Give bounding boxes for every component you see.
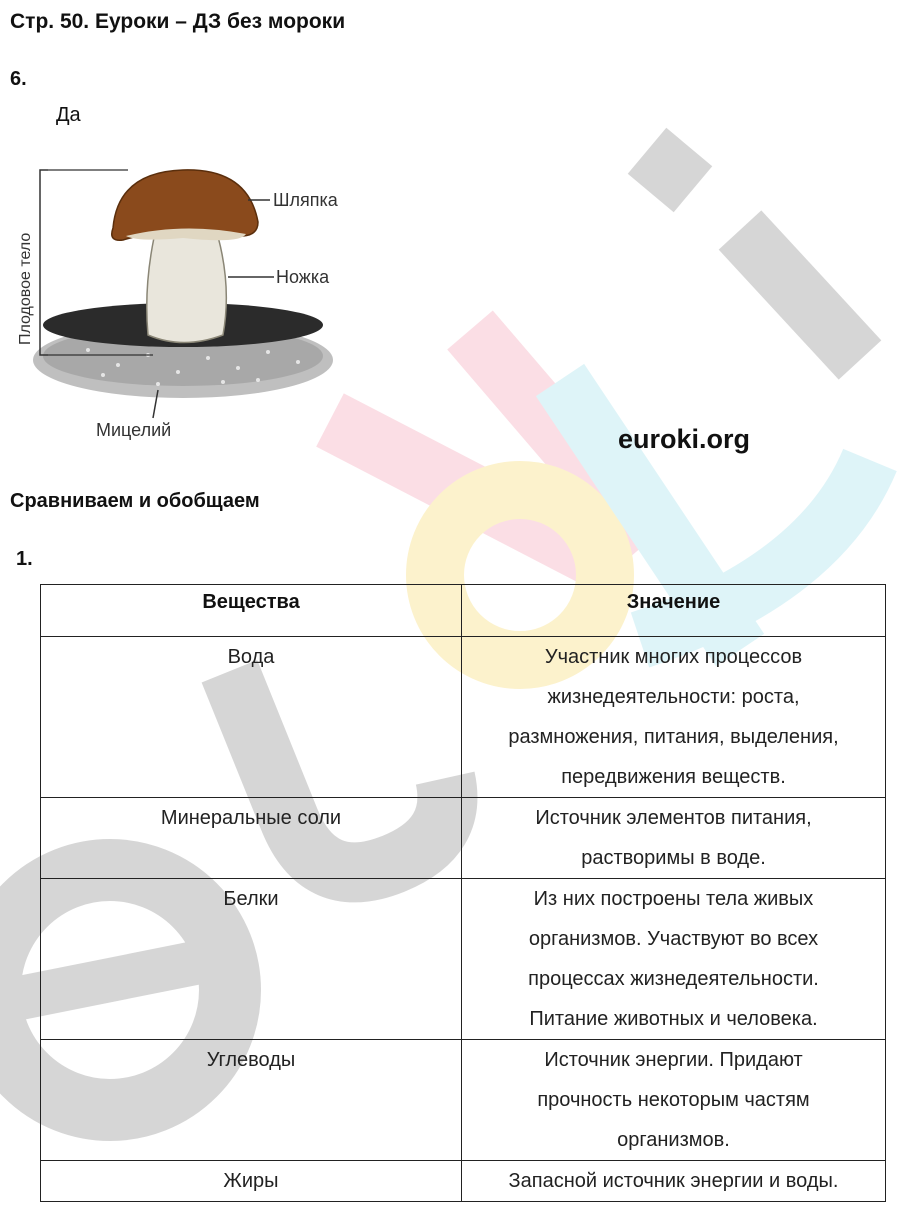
meaning-cell	[462, 637, 886, 798]
meaning-cell	[462, 1040, 886, 1161]
meaning-line: Источник элементов питания,	[535, 807, 812, 829]
table-row	[41, 879, 886, 1040]
meaning-line: Из них построены тела живых	[533, 888, 814, 910]
header-meaning: Значение	[462, 585, 886, 637]
task-1-number: 1.	[16, 548, 33, 570]
substances-table	[40, 584, 886, 1202]
table-header-row	[41, 585, 886, 637]
meaning-line: растворимы в воде.	[581, 847, 766, 869]
meaning-cell	[462, 798, 886, 879]
site-watermark-label: euroki.org	[618, 424, 751, 454]
substance-cell: Углеводы	[41, 1040, 462, 1161]
meaning-line: размножения, питания, выделения,	[508, 726, 839, 748]
meaning-cell	[462, 1161, 886, 1202]
task-6-number: 6.	[10, 68, 27, 90]
meaning-line: Участник многих процессов	[544, 646, 803, 668]
label-fruiting-body: Плодовое тело	[17, 232, 34, 345]
table-row	[41, 637, 886, 798]
meaning-line: процессах жизнедеятельности.	[528, 968, 819, 990]
label-stem: Ножка	[276, 267, 330, 287]
meaning-line: организмов. Участвуют во всех	[528, 928, 819, 950]
table-row	[41, 1040, 886, 1161]
header-substances: Вещества	[41, 585, 462, 637]
meaning-line: жизнедеятельности: роста,	[547, 686, 800, 708]
substance-cell: Белки	[41, 879, 462, 1040]
table-row	[41, 1161, 886, 1202]
meaning-line: Питание животных и человека.	[529, 1008, 818, 1030]
meaning-line: прочность некоторым частям	[537, 1089, 810, 1111]
meaning-line: передвижения веществ.	[561, 766, 786, 788]
substance-cell: Вода	[41, 637, 462, 798]
table-row	[41, 798, 886, 879]
mushroom-diagram	[8, 160, 388, 450]
section-title: Сравниваем и обобщаем	[10, 490, 260, 512]
substance-cell: Жиры	[41, 1161, 462, 1202]
meaning-line: Источник энергии. Придают	[544, 1049, 803, 1071]
task-6-answer: Да	[56, 104, 81, 126]
meaning-line: Запасной источник энергии и воды.	[508, 1170, 839, 1192]
substance-cell: Минеральные соли	[41, 798, 462, 879]
page-title: Стр. 50. Еуроки – ДЗ без мороки	[10, 10, 346, 33]
label-cap: Шляпка	[273, 190, 338, 210]
label-mycelium: Мицелий	[96, 420, 172, 440]
meaning-line: организмов.	[617, 1129, 730, 1151]
meaning-cell	[462, 879, 886, 1040]
